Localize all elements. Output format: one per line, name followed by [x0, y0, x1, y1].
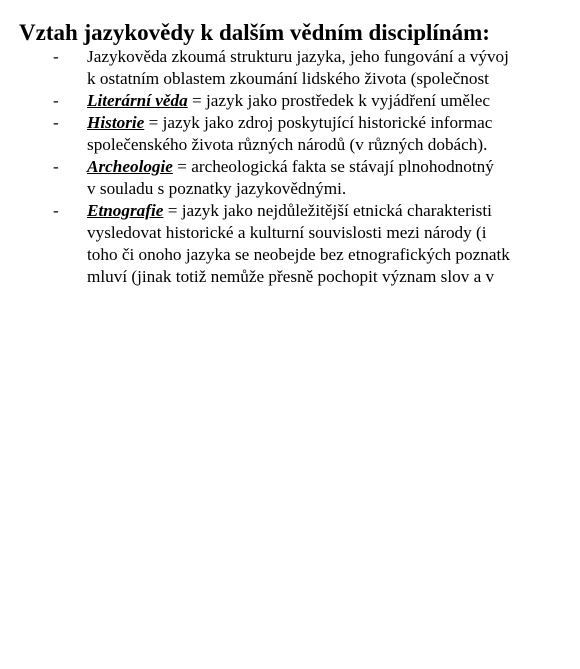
- list-item-first-line: [87, 200, 580, 222]
- list-item-line: toho či onoho jazyka se neobejde bez etnografických poznatk: [87, 245, 510, 264]
- list-item-line: mluví (jinak totiž nemůže přesně pochopit význam slov a v: [87, 267, 495, 286]
- list-item-line: Jazykověda zkoumá strukturu jazyka, jeho fungování a vývoj: [87, 47, 509, 66]
- list-item-line: společenského života různých národů (v různých dobách).: [87, 135, 488, 154]
- section-heading: Vztah jazykovědy k dalším vědním disciplínám:: [19, 20, 490, 45]
- list-item-intro: [0, 46, 580, 90]
- definition-text: = jazyk jako prostředek k vyjádření umělec: [187, 91, 490, 110]
- definition-text: = jazyk jako zdroj poskytující historické informac: [144, 113, 493, 132]
- bullet-dash: -: [53, 201, 59, 220]
- list-item-first-line: [87, 112, 580, 134]
- list-item-line: k ostatním oblastem zkoumání lidského života (společnost: [87, 69, 489, 88]
- term-ethnography: Etnografie: [87, 201, 164, 220]
- list-item-literary-science: [0, 90, 580, 112]
- list-item-ethnography: [0, 200, 580, 288]
- bullet-dash: -: [53, 113, 59, 132]
- list-item-archaeology: [0, 156, 580, 200]
- term-literary-science: Literární věda: [87, 91, 188, 110]
- bullet-dash: -: [53, 157, 59, 176]
- definition-text: = jazyk jako nejdůležitější etnická charakteristi: [163, 201, 492, 220]
- term-archaeology: Archeologie: [87, 157, 173, 176]
- definition-text: = archeologická fakta se stávají plnohodnotný: [172, 157, 494, 176]
- list-item-first-line: [87, 90, 580, 112]
- list-item-history: [0, 112, 580, 156]
- discipline-list: [0, 46, 580, 288]
- list-item-first-line: [87, 156, 580, 178]
- bullet-dash: -: [53, 47, 59, 66]
- term-history: Historie: [87, 113, 145, 132]
- bullet-dash: -: [53, 91, 59, 110]
- list-item-line: vysledovat historické a kulturní souvislosti mezi národy (i: [87, 223, 487, 242]
- list-item-line: v souladu s poznatky jazykovědnými.: [87, 179, 347, 198]
